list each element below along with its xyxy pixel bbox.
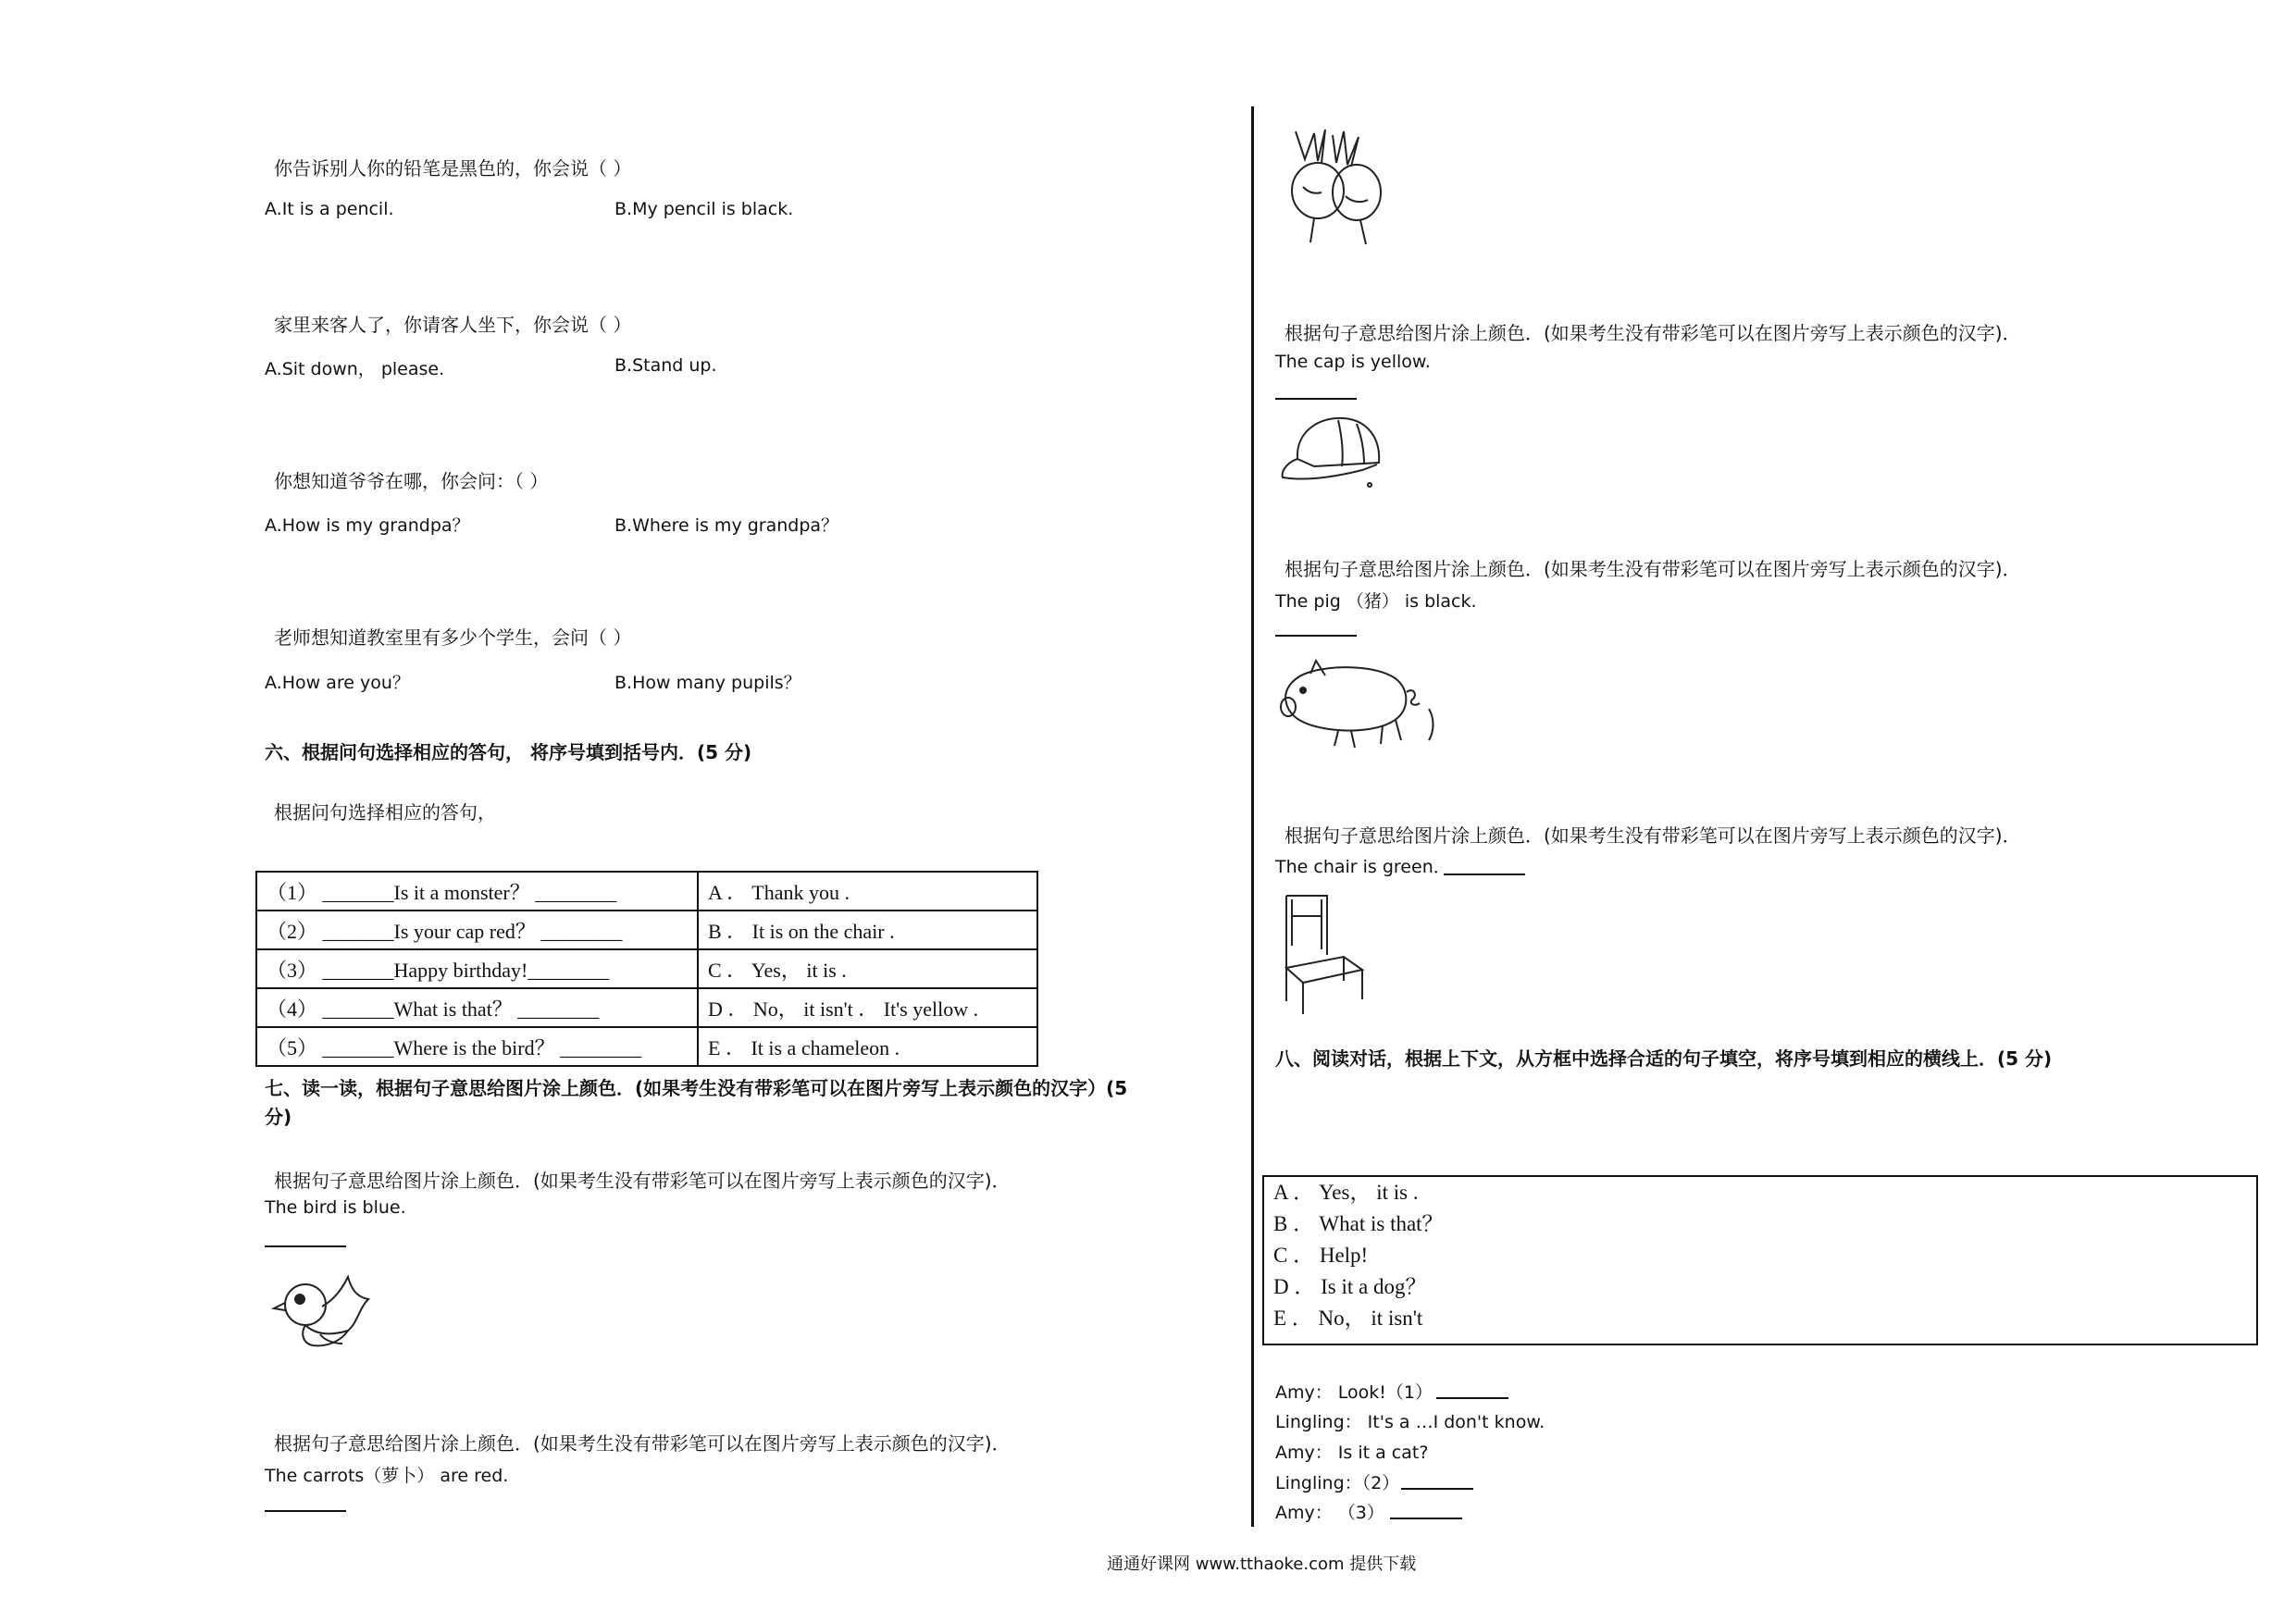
bird-answer-line[interactable] xyxy=(265,1245,346,1247)
carrots-sentence: The carrots（萝卜） are red. xyxy=(265,1466,509,1486)
q4-option-b: B.How many pupils？ xyxy=(614,673,801,693)
cap-answer-line[interactable] xyxy=(1275,398,1357,400)
section7-heading-line2: 分) xyxy=(265,1106,292,1128)
question-cell: （5） _______Where is the bird？ ________ xyxy=(256,1027,698,1066)
pig-instruction: 根据句子意思给图片涂上颜色．(如果考生没有带彩笔可以在图片旁写上表示颜色的汉字)． xyxy=(1285,558,2021,580)
dialogue-line-1: Amy： Look!（1） xyxy=(1275,1382,1433,1403)
chair-answer-line[interactable] xyxy=(1444,873,1525,875)
dialogue-line-2: Lingling： It's a …I don't know. xyxy=(1275,1412,1545,1432)
question-cell: （3） _______Happy birthday!________ xyxy=(256,949,698,988)
table-row xyxy=(256,872,1037,911)
q2-option-b: B.Stand up. xyxy=(614,355,717,376)
section6-instruction: 根据问句选择相应的答句， xyxy=(274,801,496,824)
q3-option-a: A.How is my grandpa？ xyxy=(265,515,470,536)
cap-picture xyxy=(1277,411,1388,494)
chair-sentence: The chair is green． xyxy=(1275,857,1451,877)
bird-sentence: The bird is blue. xyxy=(265,1197,406,1218)
chair-instruction: 根据句子意思给图片涂上颜色．(如果考生没有带彩笔可以在图片旁写上表示颜色的汉字)． xyxy=(1285,824,2021,847)
q1-option-b: B.My pencil is black. xyxy=(614,199,794,219)
blank-2[interactable] xyxy=(1401,1488,1473,1490)
table-row xyxy=(256,988,1037,1027)
column-divider xyxy=(1251,106,1254,1527)
table-row xyxy=(256,911,1037,949)
q1-prompt: 你告诉别人你的铅笔是黑色的，你会说（ ） xyxy=(274,157,632,180)
pig-picture xyxy=(1273,653,1440,755)
section6-heading: 六、根据问句选择相应的答句， 将序号填到括号内．(5 分) xyxy=(265,741,752,763)
answer-cell: A ． Thank you . xyxy=(698,872,1037,911)
bird-instruction: 根据句子意思给图片涂上颜色．(如果考生没有带彩笔可以在图片旁写上表示颜色的汉字)． xyxy=(274,1170,1011,1192)
question-cell: （2） _______Is your cap red？ ________ xyxy=(256,911,698,949)
answer-cell: D ． No， it isn't ． It's yellow . xyxy=(698,988,1037,1027)
q4-option-a: A.How are you？ xyxy=(265,673,410,693)
cap-sentence: The cap is yellow. xyxy=(1275,352,1431,372)
answer-cell: C ． Yes， it is . xyxy=(698,949,1037,988)
carrots-picture xyxy=(1277,122,1407,252)
dialogue-line-4: Lingling：（2） xyxy=(1275,1473,1400,1493)
option-d: D ． Is it a dog？ xyxy=(1273,1275,1427,1298)
option-c: C ． Help! xyxy=(1273,1244,1369,1267)
matching-table xyxy=(255,871,1038,1067)
question-cell: （4） _______What is that？ ________ xyxy=(256,988,698,1027)
footer-text: 通通好课网 www.tthaoke.com 提供下载 xyxy=(1107,1555,1417,1574)
answer-cell: E ． It is a chameleon . xyxy=(698,1027,1037,1066)
section8-options-box xyxy=(1262,1175,2258,1345)
answer-cell: B ． It is on the chair . xyxy=(698,911,1037,949)
section7-heading-line1: 七、读一读，根据句子意思给图片涂上颜色．(如果考生没有带彩笔可以在图片旁写上表示颜色的汉字）(5 xyxy=(265,1077,1128,1099)
dialogue-line-5: Amy： （3） xyxy=(1275,1503,1384,1523)
carrots-answer-line[interactable] xyxy=(265,1510,346,1512)
section8-heading: 八、阅读对话，根据上下文，从方框中选择合适的句子填空，将序号填到相应的横线上．(5 分) xyxy=(1275,1047,2053,1070)
bird-picture xyxy=(268,1270,372,1353)
option-e: E ． No， it isn't xyxy=(1273,1307,1423,1330)
q3-option-b: B.Where is my grandpa？ xyxy=(614,515,839,536)
q2-option-a: A.Sit down， please. xyxy=(265,359,445,379)
cap-instruction: 根据句子意思给图片涂上颜色．(如果考生没有带彩笔可以在图片旁写上表示颜色的汉字)． xyxy=(1285,322,2021,344)
q3-prompt: 你想知道爷爷在哪，你会问：（ ） xyxy=(274,470,549,492)
carrots-instruction: 根据句子意思给图片涂上颜色．(如果考生没有带彩笔可以在图片旁写上表示颜色的汉字)． xyxy=(274,1432,1011,1455)
q1-option-a: A.It is a pencil. xyxy=(265,199,394,219)
blank-1[interactable] xyxy=(1436,1397,1508,1399)
question-cell: （1） _______Is it a monster？ ________ xyxy=(256,872,698,911)
option-b: B ． What is that？ xyxy=(1273,1212,1444,1235)
chair-picture xyxy=(1273,890,1375,1020)
table-row xyxy=(256,949,1037,988)
dialogue-line-3: Amy： Is it a cat? xyxy=(1275,1443,1429,1463)
pig-sentence: The pig （猪） is black. xyxy=(1275,591,1477,612)
option-a: A ． Yes， it is . xyxy=(1273,1181,1419,1204)
table-row xyxy=(256,1027,1037,1066)
blank-3[interactable] xyxy=(1390,1518,1462,1519)
pig-answer-line[interactable] xyxy=(1275,635,1357,637)
q4-prompt: 老师想知道教室里有多少个学生，会问（ ） xyxy=(274,626,632,649)
q2-prompt: 家里来客人了，你请客人坐下，你会说（ ） xyxy=(274,314,632,336)
